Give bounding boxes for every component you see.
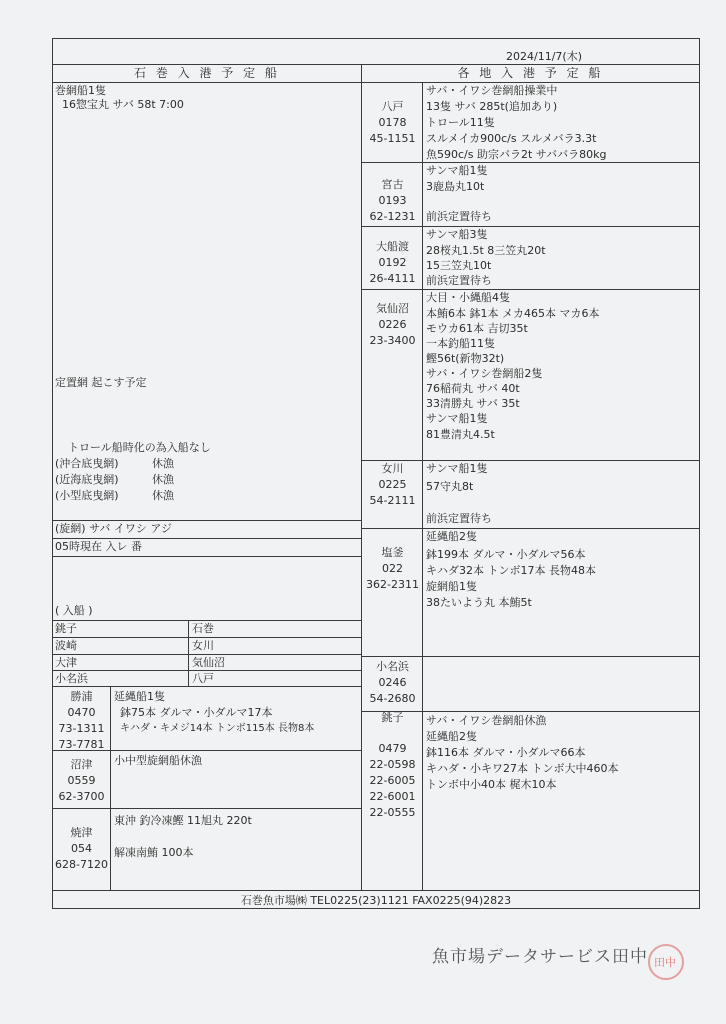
kesennuma-line: 本鮪6本 鉢1本 メカ465本 マカ6本 xyxy=(426,307,600,320)
numazu-line: 小中型旋網船休漁 xyxy=(114,754,202,767)
yaizu-tel: 054 xyxy=(71,842,92,855)
choshi-line: 延縄船2隻 xyxy=(426,730,477,743)
choshi-line: キハダ・小キワ27本 トンボ大中460本 xyxy=(426,762,619,775)
miyako-tel: 62-1231 xyxy=(369,210,416,223)
bottom-status: 休漁 xyxy=(152,457,174,470)
port-a: 銚子 xyxy=(55,622,77,635)
bottom-label: (沖合底曳網) xyxy=(55,457,119,470)
ofunato-line: 28桜丸1.5t 8三笠丸20t xyxy=(426,244,546,257)
ofunato-line: 15三笠丸10t xyxy=(426,259,492,272)
onagawa-tel: 54-2111 xyxy=(369,494,416,507)
miyako-tel: 0193 xyxy=(378,194,407,207)
date: 2024/11/7(木) xyxy=(506,50,582,63)
nyusen-title: ( 入船 ) xyxy=(55,604,93,617)
kesennuma-line: 大目・小縄船4隻 xyxy=(426,291,510,304)
footer-contact: 石巻魚市場㈱ TEL0225(23)1121 FAX0225(94)2823 xyxy=(240,894,512,907)
trawl-line: 16惣宝丸 サバ 58t 7:00 xyxy=(62,98,184,111)
ofunato-line: サンマ船3隻 xyxy=(426,228,488,241)
katsuura-tel: 73-7781 xyxy=(58,738,105,751)
kesennuma-line: モウカ61本 吉切35t xyxy=(426,322,528,335)
hachinohe-line: 13隻 サバ 285t(追加あり) xyxy=(426,100,558,113)
bottom-status: 休漁 xyxy=(152,489,174,502)
no-trawl-note: トロール船時化の為入船なし xyxy=(68,441,211,454)
senmo-line: (旋網) サバ イワシ アジ xyxy=(55,522,172,535)
kesennuma-line: 76稲荷丸 サバ 40t xyxy=(426,382,520,395)
hachinohe-tel: 0178 xyxy=(378,116,407,129)
miyako-name: 宮古 xyxy=(381,178,404,191)
kesennuma-line: 33清勝丸 サバ 35t xyxy=(426,397,520,410)
nyusen-time: 05時現在 入レ 番 xyxy=(55,540,142,553)
onagawa-line: 前浜定置待ち xyxy=(426,512,492,525)
kesennuma-tel: 0226 xyxy=(378,318,407,331)
katsuura-name: 勝浦 xyxy=(70,690,93,703)
choshi-tel: 22-0598 xyxy=(369,758,416,771)
onagawa-line: サンマ船1隻 xyxy=(426,462,488,475)
onagawa-line: 57守丸8t xyxy=(426,480,474,493)
numazu-name: 沼津 xyxy=(70,758,93,771)
port-a: 小名浜 xyxy=(55,672,88,685)
right-header: 各 地 入 港 予 定 船 xyxy=(457,66,604,80)
choshi-line: 鉢116本 ダルマ・小ダルマ66本 xyxy=(426,746,586,759)
onahama-tel: 54-2680 xyxy=(369,692,416,705)
shiogama-line: 旋網船1隻 xyxy=(426,580,477,593)
hachinohe-line: サバ・イワシ巻網船操業中 xyxy=(426,84,558,97)
port-b: 気仙沼 xyxy=(192,656,225,669)
choshi-tel: 22-0555 xyxy=(369,806,416,819)
trawl-title: 巻網船1隻 xyxy=(55,84,106,97)
onahama-tel: 0246 xyxy=(378,676,407,689)
miyako-line: サンマ船1隻 xyxy=(426,164,488,177)
yaizu-name: 焼津 xyxy=(70,826,93,839)
shiogama-line: 38たいよう丸 本鮪5t xyxy=(426,596,532,609)
katsuura-line: キハダ・キメジ14本 トンボ115本 長物8本 xyxy=(120,723,315,734)
shiogama-name: 塩釜 xyxy=(381,546,404,559)
left-header: 石 巻 入 港 予 定 船 xyxy=(134,66,280,80)
ofunato-name: 大船渡 xyxy=(376,240,409,253)
shiogama-tel: 362-2311 xyxy=(366,578,419,591)
miyako-line: 3鹿島丸10t xyxy=(426,180,485,193)
choshi-tel: 22-6005 xyxy=(369,774,416,787)
bottom-label: (近海底曳網) xyxy=(55,473,119,486)
yaizu-tel: 628-7120 xyxy=(55,858,108,871)
choshi-tel: 22-6001 xyxy=(369,790,416,803)
ofunato-tel: 0192 xyxy=(378,256,407,269)
bottom-label: (小型底曳網) xyxy=(55,489,119,502)
bottom-status: 休漁 xyxy=(152,473,174,486)
hachinohe-name: 八戸 xyxy=(381,100,404,113)
kesennuma-line: サンマ船1隻 xyxy=(426,412,488,425)
kesennuma-line: 81豊清丸4.5t xyxy=(426,428,495,441)
yaizu-line: 解凍南鮪 100本 xyxy=(114,846,194,859)
numazu-tel: 0559 xyxy=(67,774,96,787)
miyako-line: 前浜定置待ち xyxy=(426,210,492,223)
kesennuma-line: サバ・イワシ巻網船2隻 xyxy=(426,367,543,380)
numazu-tel: 62-3700 xyxy=(58,790,105,803)
onahama-name: 小名浜 xyxy=(376,660,409,673)
shiogama-line: 鉢199本 ダルマ・小ダルマ56本 xyxy=(426,548,586,561)
hachinohe-line: スルメイカ900c/s スルメバラ3.3t xyxy=(426,132,597,145)
katsuura-line: 鉢75本 ダルマ・小ダルマ17本 xyxy=(120,706,273,719)
onagawa-tel: 0225 xyxy=(378,478,407,491)
port-b: 石巻 xyxy=(192,622,214,635)
port-b: 女川 xyxy=(192,639,214,652)
port-a: 波崎 xyxy=(55,639,77,652)
onagawa-name: 女川 xyxy=(381,462,404,475)
shiogama-line: キハダ32本 トンボ17本 長物48本 xyxy=(426,564,596,577)
ofunato-tel: 26-4111 xyxy=(369,272,416,285)
katsuura-line: 延縄船1隻 xyxy=(114,690,165,703)
port-a: 大津 xyxy=(55,656,77,669)
kesennuma-name: 気仙沼 xyxy=(376,302,409,315)
seal-text: 田中 xyxy=(654,956,676,969)
kesennuma-line: 鰹56t(新物32t) xyxy=(426,352,505,365)
yaizu-line: 東沖 釣冷凍鰹 11旭丸 220t xyxy=(114,814,252,827)
ofunato-line: 前浜定置待ち xyxy=(426,274,492,287)
teichi-note: 定置網 起こす予定 xyxy=(55,376,147,389)
kesennuma-tel: 23-3400 xyxy=(369,334,416,347)
katsuura-tel: 0470 xyxy=(67,706,96,719)
kesennuma-line: 一本釣船11隻 xyxy=(426,337,495,350)
hachinohe-tel: 45-1151 xyxy=(369,132,416,145)
hachinohe-line: 魚590c/s 助宗バラ2t サババラ80kg xyxy=(426,148,607,161)
seal-stamp xyxy=(648,944,684,980)
choshi-line: サバ・イワシ巻網船休漁 xyxy=(426,714,547,727)
hachinohe-line: トロール11隻 xyxy=(426,116,495,129)
choshi-line: トンボ中小40本 梶木10本 xyxy=(426,778,557,791)
choshi-tel: 0479 xyxy=(378,742,407,755)
shiogama-tel: 022 xyxy=(382,562,403,575)
choshi-name: 銚子 xyxy=(381,711,404,724)
katsuura-tel: 73-1311 xyxy=(58,722,105,735)
signature: 魚市場データサービス田中 xyxy=(432,947,648,967)
shiogama-line: 延縄船2隻 xyxy=(426,530,477,543)
port-b: 八戸 xyxy=(192,672,214,685)
